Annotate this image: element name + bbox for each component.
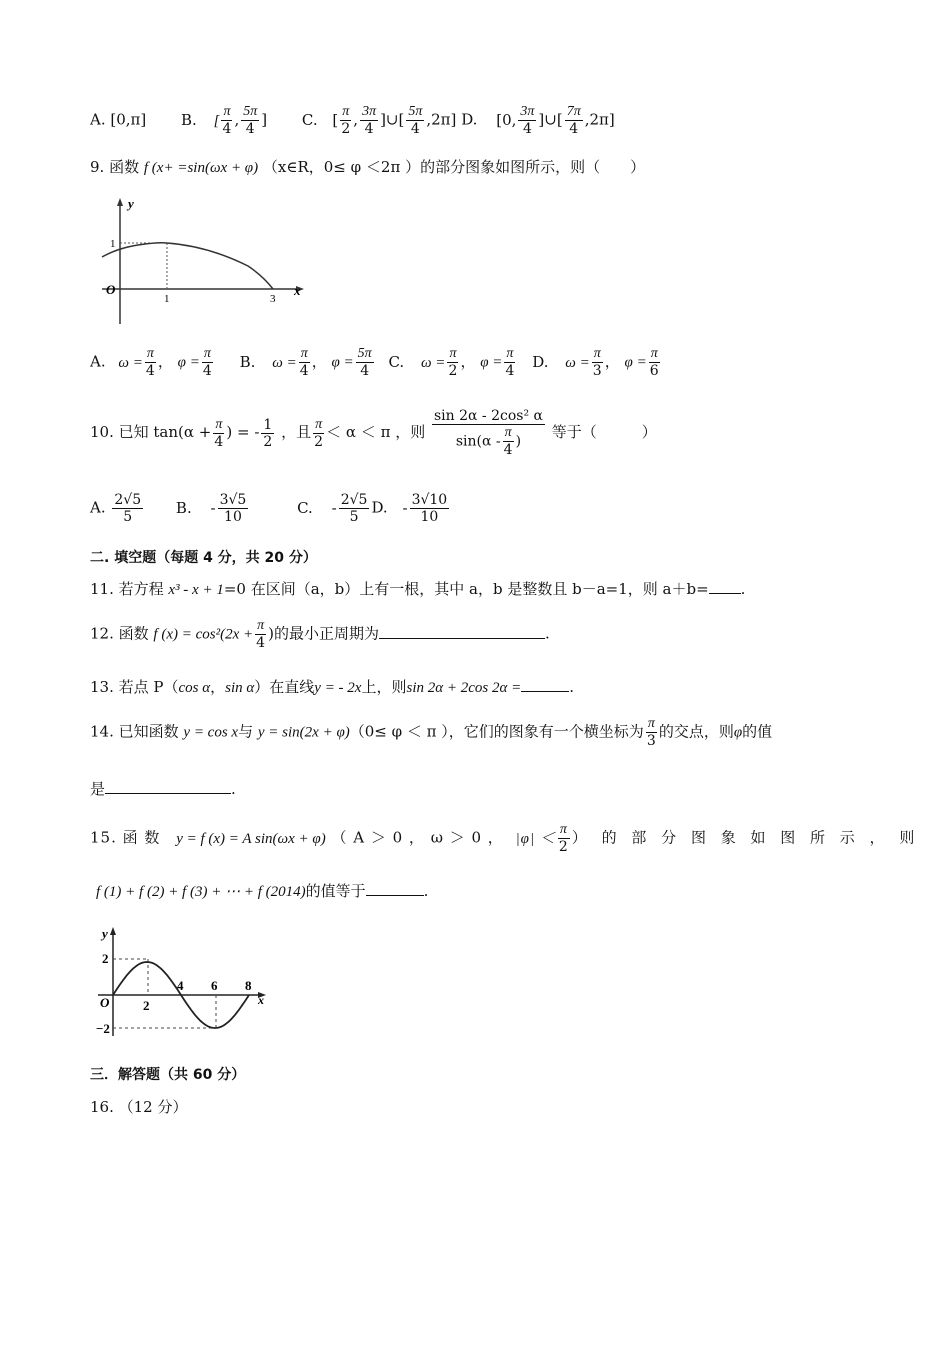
q15-y-tick-neg: −2 [96,1021,110,1036]
q8-option-c-label: C. [301,110,318,129]
q11-answer-blank[interactable] [709,593,741,594]
q9-origin: O [106,282,116,297]
q10-options: A. $\frac{2√5}{5}$ B. - $\frac{3√5}{10}$ C. - $\frac{2√5}{5}$ D. - $\frac{3√10}{10}$ [90,492,448,526]
section-3-heading: 三．解答题（共 60 分） [90,1067,246,1083]
q15-x-tick-6: 6 [211,978,218,993]
q8-option-b-label: B. [181,110,197,129]
q14-line2: 是 . [90,780,236,798]
q15-y-label: y [102,926,108,941]
q14: 14. 已知函数 y = cos x与 y = sin(2x + φ)（0≤ φ ＜ π ），它们的图象有一个横坐标为 $\frac{\pi}{3}$ 的交点，则φ的值 [90,716,773,750]
q8-c-frac2: $\frac{3\pi}{4}$ [362,104,377,138]
q15-line2: f (1) + f (2) + f (3) + ⋯ + f (2014)的值等于 . [96,882,429,900]
q8-d-frac1: $\frac{3\pi}{4}$ [520,104,535,138]
q10-stem: 10. 已知 tan(α + $\frac{\pi}{4}$ ) = - $\frac{1}{2}$ ，且 $\frac{\pi}{2}$ ＜ α ＜ π ，则 sin 2α - 2cos² α sin(α - $\frac{\pi}{4}$ ) 等于（ ） [90,408,657,459]
q11: 11. 若方程 x³ - x + 1=0 在区间（a，b）上有一根，其中 a，b 是整数且 b－a=1，则 a＋b= . [90,580,746,598]
q9-y-tick: 1 [110,238,116,250]
q15-answer-blank[interactable] [366,895,424,896]
q15-origin: O [100,995,110,1010]
q16: 16. （12 分） [90,1098,188,1116]
q9-graph [98,196,308,326]
q8-b-frac1: $\frac{\pi}{4}$ [222,104,232,138]
q15-x-label: x [258,993,264,1007]
q15-x-tick-2: 2 [143,998,150,1013]
q10-big-fraction: sin 2α - 2cos² α sin(α - $\frac{\pi}{4}$ ) [433,408,543,459]
section-2-heading: 二. 填空题（每题 4 分，共 20 分） [90,550,317,566]
q12-answer-blank[interactable] [379,638,545,639]
q15-x-tick-8: 8 [245,978,252,993]
q13-answer-blank[interactable] [521,691,569,692]
q9-y-label: y [128,196,134,211]
q12: 12. 函数 f (x) = cos²(2x + $\frac{\pi}{4}$ )的最小正周期为 . [90,618,550,652]
q8-option-d-label: D. [461,110,478,129]
q9-formula: f (x+ =sin(ωx + φ) [143,160,259,176]
q9-options: A. ω = $\frac{\pi}{4}$ ， φ = $\frac{\pi}{4}$ B. ω = $\frac{\pi}{4}$ ， φ = $\frac{5\pi}{4}$ C. ω = $\frac{\pi}{2}$ ， φ = $\frac{\pi}{4}$ D. ω = $\frac{\pi}{3}$ ， φ = $\frac{\pi}{6}$ [90,346,659,380]
q15-x-tick-4: 4 [177,978,184,993]
q14-answer-blank[interactable] [105,793,231,794]
q8-b-frac2: $\frac{5\pi}{4}$ [243,104,258,138]
q9-stem: 9. 函数 f (x+ =sin(ωx + φ) （x∈R，0≤ φ ＜2π ）的部分图象如图所示，则（ ） [90,158,646,176]
q15-graph [92,924,272,1042]
q13: 13. 若点 P（cos α，sin α）在直线y = - 2x上，则sin 2α + 2cos 2α = . [90,678,575,696]
q9-x-tick2: 3 [270,293,276,305]
q15-y-tick-pos: 2 [102,951,109,966]
q8-options: A. [0,π] B. [ $\frac{\pi}{4}$ , $\frac{5\pi}{4}$ ] C. [ $\frac{\pi}{2}$ , $\frac{3\pi}{4}$ ]∪[ $\frac{5\pi}{4}$ ,2π] D. [0, $\frac{3\pi}{4}$ ]∪[ $\frac{7\pi}{4}$ ,2π] [90,104,615,138]
q9-x-tick1: 1 [164,293,170,305]
q9-condition: （x∈R，0≤ φ ＜2π ）的部分图象如图所示，则（ ） [262,158,646,176]
q15-stem: 15. 函 数 y = f (x) = A sin(ωx + φ) （ A ＞ 0 ， ω ＞ 0 ， |φ| ＜ $\frac{\pi}{2}$ ） 的 部 分 图 象 如 图 所 示 ， 则 [90,822,920,856]
q8-option-a: A. [0,π] [90,110,147,129]
q8-d-frac2: $\frac{7\pi}{4}$ [566,104,581,138]
q8-c-frac1: $\frac{\pi}{2}$ [341,104,351,138]
q9-x-label: x [294,283,301,298]
q8-c-frac3: $\frac{5\pi}{4}$ [408,104,423,138]
